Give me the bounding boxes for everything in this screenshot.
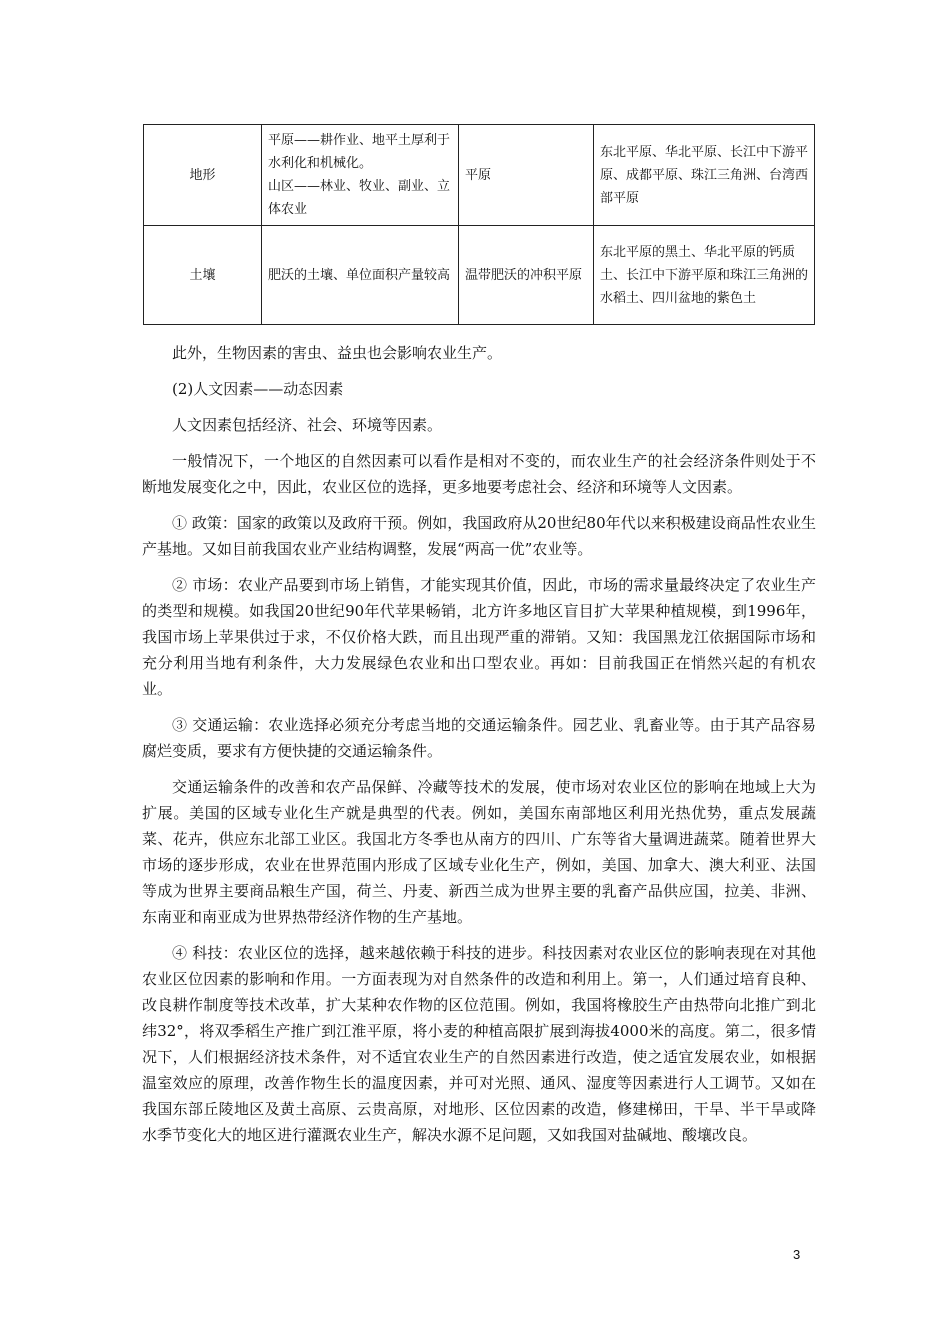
table-cell-type: 平原 <box>459 125 594 226</box>
table-cell-examples: 东北平原的黑土、华北平原的钙质土、长江中下游平原和珠江三角洲的水稻土、四川盆地的紫色土 <box>594 226 815 325</box>
paragraph-transport-details: 交通运输条件的改善和农产品保鲜、冷藏等技术的发展，使市场对农业区位的影响在地域上大为扩展。美国的区域专业化生产就是典型的代表。例如，美国东南部地区利用光热优势，重点发展蔬菜、花卉，供应东北部工业区。我国北方冬季也从南方的四川、广东等省大量调进蔬菜。随着世界大市场的逐步形成，农业在世界范围内形成了区域专业化生产，例如，美国、加拿大、澳大利亚、法国等成为世界主要商品粮生产国，荷兰、丹麦、新西兰成为世界主要的乳畜产品供应国，拉美、非洲、东南亚和南亚成为世界热带经济作物的生产基地。 <box>142 778 816 926</box>
paragraph-policy: ① 政策：国家的政策以及政府干预。例如，我国政府从20世纪80年代以来积极建设商品性农业生产基地。又如目前我国农业产业结构调整，发展“两高一优”农业等。 <box>142 514 816 558</box>
agriculture-factors-table <box>143 124 815 325</box>
paragraph-transport: ③ 交通运输：农业选择必须充分考虑当地的交通运输条件。园艺业、乳畜业等。由于其产品容易腐烂变质，要求有方便快捷的交通运输条件。 <box>142 716 816 760</box>
table-cell-factor: 地形 <box>144 125 262 226</box>
table-cell-examples: 东北平原、华北平原、长江中下游平原、成都平原、珠江三角洲、台湾西部平原 <box>594 125 815 226</box>
table-cell-factor: 土壤 <box>144 226 262 325</box>
table-cell-type: 温带肥沃的冲积平原 <box>459 226 594 325</box>
paragraph-market: ② 市场：农业产品要到市场上销售，才能实现其价值，因此，市场的需求量最终决定了农业生产的类型和规模。如我国20世纪90年代苹果畅销，北方许多地区盲目扩大苹果种植规模，到1996年，我国市场上苹果供过于求，不仅价格大跌，而且出现严重的滞销。又知：我国黑龙江依据国际市场和充分利用当地有利条件，大力发展绿色农业和出口型农业。再如：目前我国正在悄然兴起的有机农业。 <box>142 576 816 698</box>
table-row <box>144 226 815 325</box>
description-line: 山区——林业、牧业、副业、立体农业 <box>268 179 451 217</box>
paragraph-technology: ④ 科技：农业区位的选择，越来越依赖于科技的进步。科技因素对农业区位的影响表现在对其他农业区位因素的影响和作用。一方面表现为对自然条件的改造和利用上。第一，人们通过培育良种、改良耕作制度等技术改革，扩大某种农作物的区位范围。例如，我国将橡胶生产由热带向北推广到北纬32°，将双季稻生产推广到江淮平原，将小麦的种植高限扩展到海拔4000米的高度。第二，很多情况下，人们根据经济技术条件，对不适宜农业生产的自然因素进行改造，使之适宜发展农业，如根据温室效应的原理，改善作物生长的温度因素，并可对光照、通风、湿度等因素进行人工调节。又如在我国东部丘陵地区及黄土高原、云贵高原，对地形、区位因素的改造，修建梯田，干旱、半干旱或降水季节变化大的地区进行灌溉农业生产，解决水源不足问题，又如我国对盐碱地、酸壤改良。 <box>142 944 816 1144</box>
page-number: 3 <box>793 1247 801 1262</box>
paragraph-human-factors-intro: 人文因素包括经济、社会、环境等因素。 <box>172 416 443 434</box>
paragraph-general-situation: 一般情况下，一个地区的自然因素可以看作是相对不变的，而农业生产的社会经济条件则处于不断地发展变化之中，因此，农业区位的选择，更多地要考虑社会、经济和环境等人文因素。 <box>142 452 816 496</box>
body-text <box>142 340 816 1158</box>
table-cell-description <box>262 226 459 325</box>
description-line: 肥沃的土壤、单位面积产量较高 <box>268 267 451 283</box>
description-line: 平原——耕作业、地平土厚利于水利化和机械化。 <box>268 133 451 171</box>
table-cell-description <box>262 125 459 226</box>
table-row <box>144 125 815 226</box>
paragraph-human-factors-heading: (2)人文因素——动态因素 <box>172 380 344 398</box>
paragraph-biological-factors: 此外，生物因素的害虫、益虫也会影响农业生产。 <box>172 344 503 362</box>
